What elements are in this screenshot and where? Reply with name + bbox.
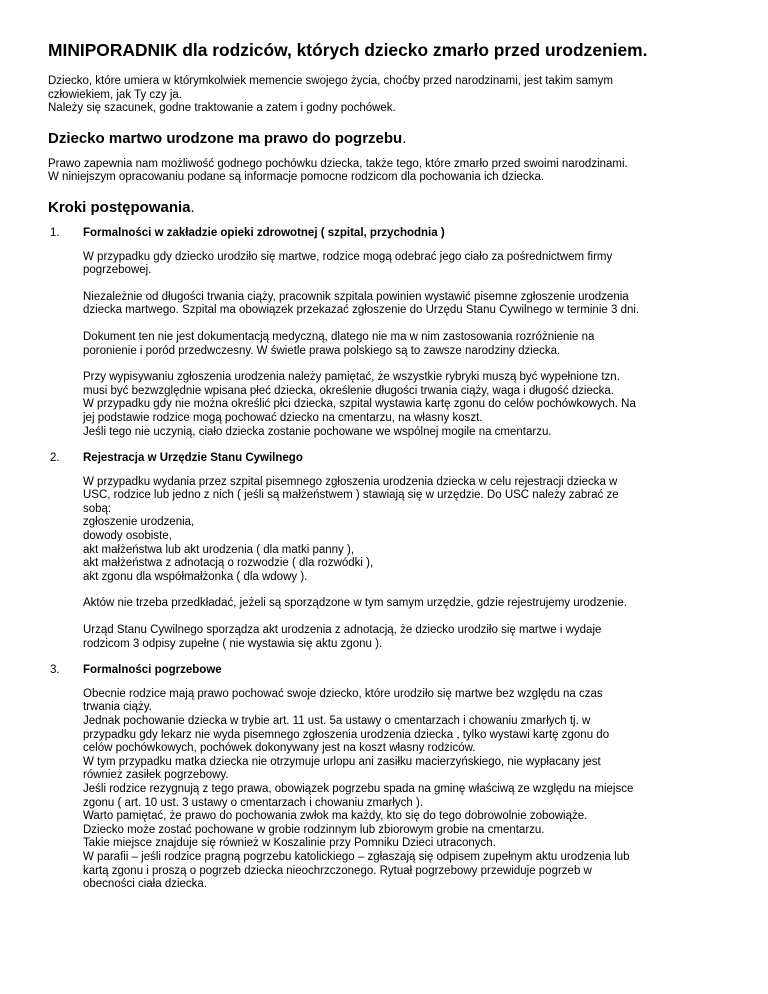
text-line: W niniejszym opracowaniu podane są informacje pomocne rodzicom dla pochowania ich dziecka. bbox=[48, 171, 545, 184]
text-line: Niezależnie od długości trwania ciąży, pracownik szpitala powinien wystawić pisemne zgłoszenie urodzenia bbox=[83, 290, 629, 303]
text-line: dziecka martwego. Szpital ma obowiązek przekazać zgłoszenie do Urzędu Stanu Cywilnego w terminie 3 dni. bbox=[83, 304, 640, 317]
step-number: 3. bbox=[50, 664, 60, 677]
step-paragraph bbox=[83, 291, 728, 318]
section-heading-steps bbox=[48, 199, 728, 217]
text-line: zgłoszenie urodzenia, bbox=[83, 516, 195, 529]
document-title: MINIPORADNIK dla rodziców, których dziecko zmarło przed urodzeniem. bbox=[48, 40, 648, 60]
step-number: 2. bbox=[50, 452, 60, 465]
section-heading-burial-right bbox=[48, 130, 728, 148]
text-line: Jeśli tego nie uczynią, ciało dziecka zostanie pochowane we wspólnej mogile na cmentarzu. bbox=[83, 425, 552, 438]
text-line: dowody osobiste, bbox=[83, 530, 172, 543]
text-line: Dziecko, które umiera w którymkolwiek memencie swojego życia, choćby przed narodzinami, jest takim samym bbox=[48, 75, 613, 87]
text-line: Jednak pochowanie dziecka w trybie art. 11 ust. 5a ustawy o cmentarzach i chowaniu zmarłych tj. w bbox=[83, 715, 591, 727]
text-line: człowiekiem, jak Ty czy ja. bbox=[48, 88, 182, 101]
step-paragraph bbox=[83, 331, 728, 358]
step-paragraph bbox=[83, 688, 728, 892]
step-paragraph bbox=[83, 476, 728, 585]
text-line: jej podstawie rodzice mogą pochować dziecko na cmentarzu, na własny koszt. bbox=[83, 411, 483, 424]
step-number: 1. bbox=[50, 226, 60, 239]
step-title: Formalności pogrzebowe bbox=[83, 664, 222, 677]
text-line: Aktów nie trzeba przedkładać, jeżeli są sporządzone w tym samym urzędzie, gdzie rejestrujemy urodzenie. bbox=[83, 597, 627, 610]
step-paragraph bbox=[83, 371, 728, 439]
text-line: kartą zgonu i proszą o pogrzeb dziecka nieochrzczonego. Rytuał pogrzebowy przewiduje pogrzeb w bbox=[83, 864, 592, 877]
text-line: W parafii – jeśli rodzice pragną pogrzebu katolickiego – zgłaszają się odpisem zupełnym aktu urodzenia lub bbox=[83, 850, 630, 863]
text-line: zgonu ( art. 10 ust. 3 ustawy o cmentarzach i chowaniu zmarłych ). bbox=[83, 796, 424, 809]
text-line: akt zgonu dla współmałżonka ( dla wdowy ). bbox=[83, 570, 308, 583]
text-line: sobą: bbox=[83, 502, 112, 515]
text-line: również zasiłek pogrzebowy. bbox=[83, 769, 229, 782]
text-line: Jeśli rodzice rezygnują z tego prawa, obowiązek pogrzebu spada na gminę właściwą ze względu na miejsce bbox=[83, 782, 634, 795]
document-page bbox=[48, 40, 728, 905]
text-line: Urząd Stanu Cywilnego sporządza akt urodzenia z adnotacją, że dziecko urodziło się martwe i wydaje bbox=[83, 624, 602, 637]
text-line: Dokument ten nie jest dokumentacją medyczną, dlatego nie ma w nim zastosowania rozróżnienie na bbox=[83, 330, 595, 343]
step-title: Rejestracja w Urzędzie Stanu Cywilnego bbox=[83, 452, 303, 465]
text-line: Dziecko może zostać pochowane w grobie rodzinnym lub zbiorowym grobie na cmentarzu. bbox=[83, 823, 545, 836]
text-line: Należy się szacunek, godne traktowanie a zatem i godny pochówek. bbox=[48, 102, 396, 115]
heading-dot: . bbox=[190, 198, 195, 216]
step-item bbox=[48, 664, 728, 892]
steps-list bbox=[48, 227, 728, 892]
step-paragraph bbox=[83, 251, 728, 278]
text-line: W tym przypadku matka dziecka nie otrzymuje urlopu ani zasiłku macierzyńskiego, nie wypłacany jest bbox=[83, 755, 601, 768]
text-line: USC, rodzice lub jedno z nich ( jeśli są małżeństwem ) stawiają się w urzędzie. Do USC należy zabrać ze bbox=[83, 489, 619, 502]
step-item bbox=[48, 452, 728, 651]
step-title: Formalności w zakładzie opieki zdrowotnej ( szpital, przychodnia ) bbox=[83, 226, 445, 239]
text-line: W przypadku gdy dziecko urodziło się martwe, rodzice mogą odebrać jego ciało za pośrednictwem firmy bbox=[83, 250, 613, 263]
step-paragraph bbox=[83, 597, 728, 611]
text-line: Przy wypisywaniu zgłoszenia urodzenia należy pamiętać, że wszystkie rybryki muszą być wypełnione tzn. bbox=[83, 371, 620, 384]
step-paragraph bbox=[83, 624, 728, 651]
text-line: W przypadku gdy nie można określić płci dziecka, szpital wystawia kartę zgonu do celów pochówkowych. Na bbox=[83, 398, 636, 411]
text-line: trwania ciąży. bbox=[83, 701, 152, 714]
text-line: akt małżeństwa z adnotacją o rozwodzie ( dla rozwódki ), bbox=[83, 557, 374, 570]
step-item bbox=[48, 227, 728, 439]
text-line: rodzicom 3 odpisy zupełne ( nie wystawia się aktu zgonu ). bbox=[83, 637, 383, 650]
text-line: pogrzebowej. bbox=[83, 264, 152, 277]
text-line: obecności ciała dziecka. bbox=[83, 878, 208, 891]
text-line: W przypadku wydania przez szpital pisemnego zgłoszenia urodzenia dziecka w celu rejestracji dziecka w bbox=[83, 475, 618, 488]
section-paragraph bbox=[48, 158, 728, 185]
heading-text: Kroki postępowania bbox=[48, 198, 191, 216]
heading-dot: . bbox=[402, 129, 407, 147]
text-line: Prawo zapewnia nam możliwość godnego pochówku dziecka, także tego, które zmarło przed swoimi narodzinami. bbox=[48, 157, 628, 170]
text-line: Warto pamiętać, że prawo do pochowania zwłok ma każdy, kto się do tego dobrowolnie zobowiąże. bbox=[83, 810, 588, 823]
text-line: Obecnie rodzice mają prawo pochować swoje dziecko, które urodziło się martwe bez względu na czas bbox=[83, 687, 603, 700]
text-line: musi być bezwzględnie wpisana płeć dziecka, określenie długości trwania ciąży, waga i długość dziecka. bbox=[83, 384, 614, 397]
text-line: celów pochówkowych, pochówek dokonywany jest na koszt własny rodziców. bbox=[83, 742, 476, 755]
text-line: Takie miejsce znajduje się również w Koszalinie przy Pomniku Dzieci utraconych. bbox=[83, 837, 496, 850]
intro-paragraph bbox=[48, 75, 728, 116]
text-line: poronienie i poród przedwczesny. W świetle prawa polskiego są to zawsze narodziny dziecka. bbox=[83, 344, 561, 357]
text-line: akt małżeństwa lub akt urodzenia ( dla matki panny ), bbox=[83, 543, 355, 556]
text-line: przypadku gdy lekarz nie wyda pisemnego zgłoszenia urodzenia dziecka , tylko wystawi kartę zgonu do bbox=[83, 728, 610, 741]
heading-text: Dziecko martwo urodzone ma prawo do pogrzebu bbox=[48, 129, 403, 147]
